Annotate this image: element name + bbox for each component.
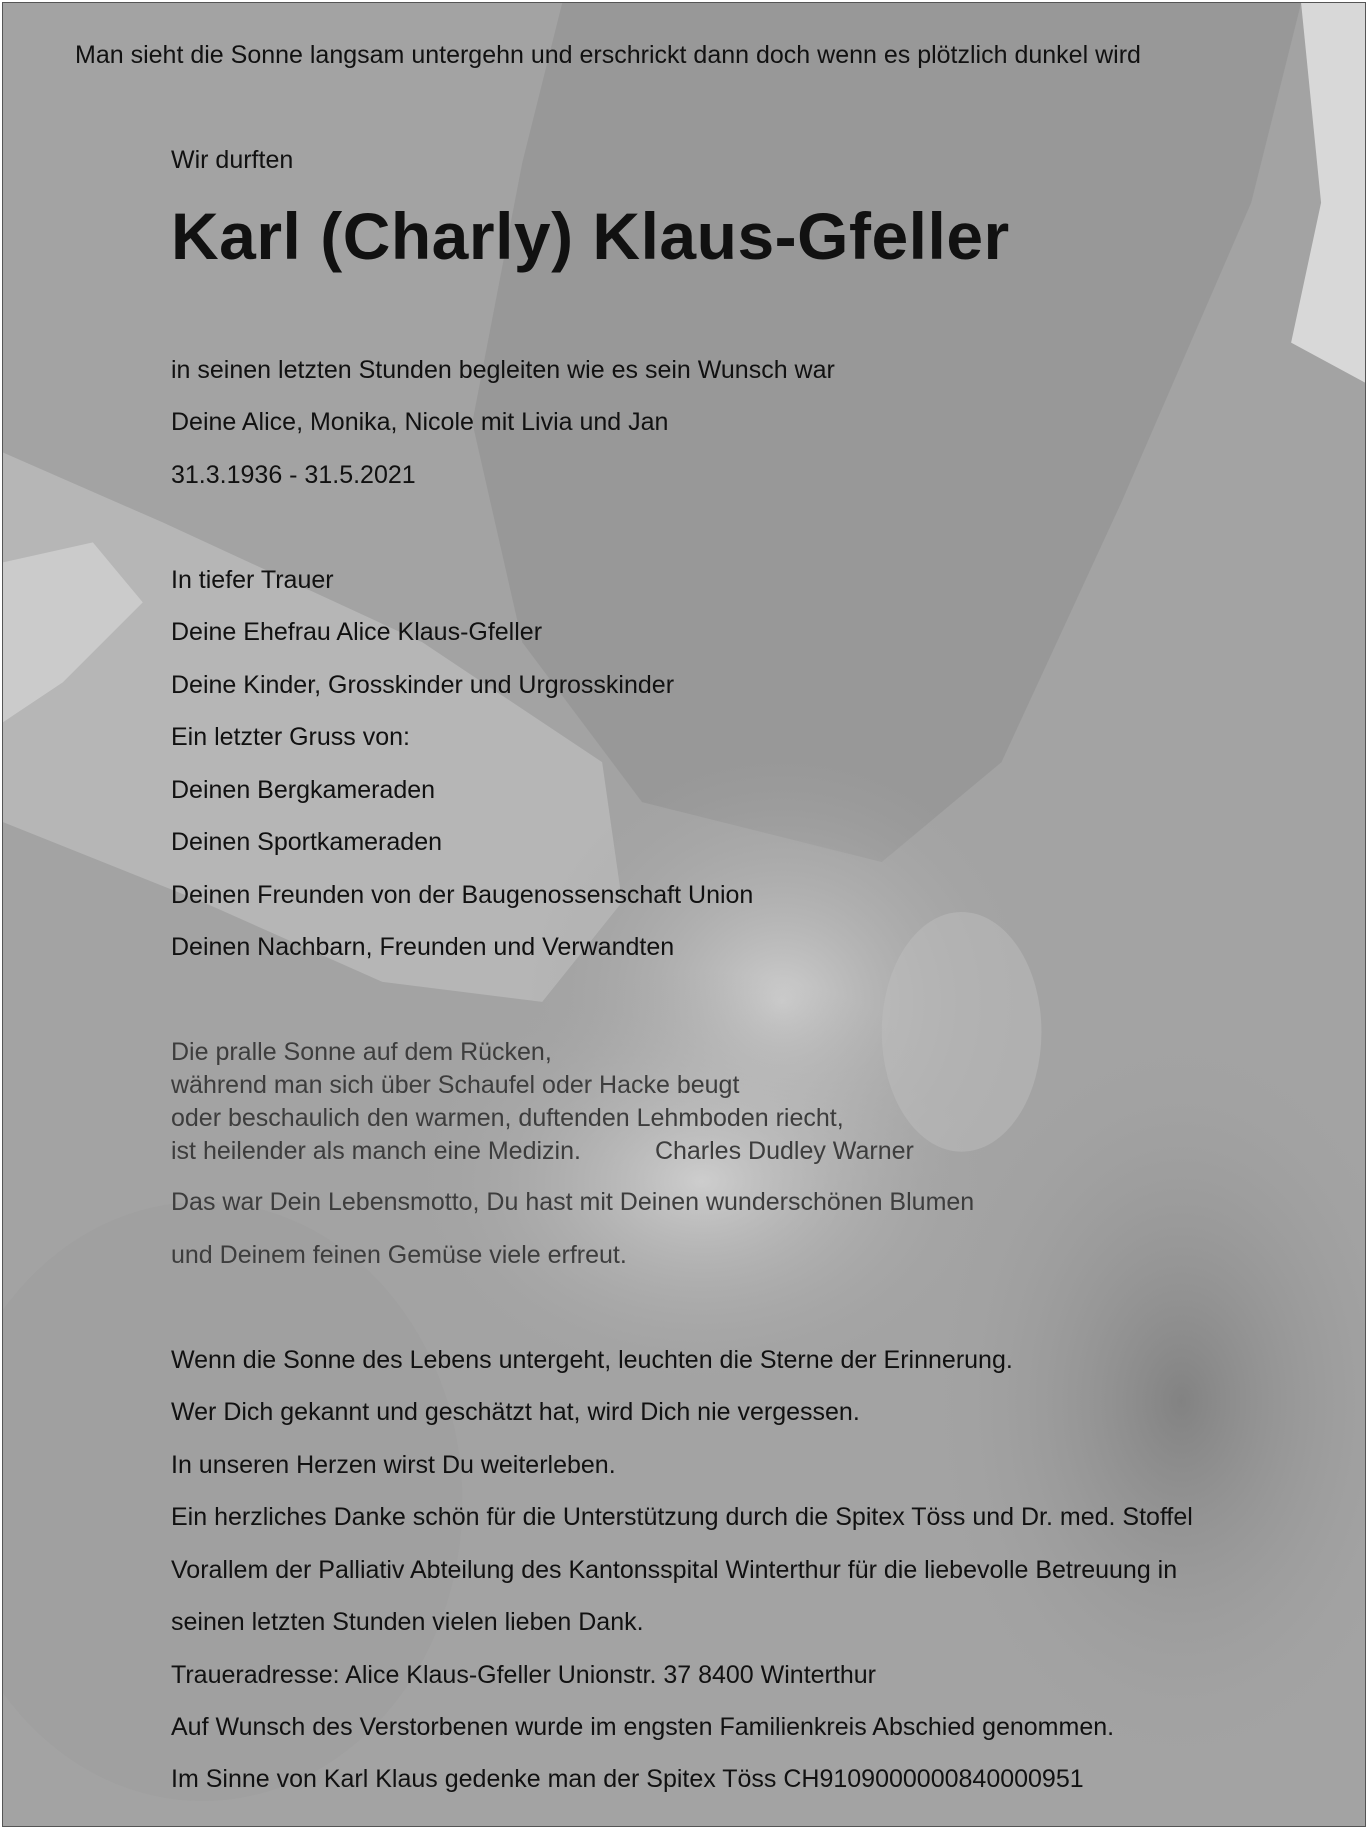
mourner-line: Deine Ehefrau Alice Klaus-Gfeller <box>171 618 543 646</box>
accompany-line: Deine Alice, Monika, Nicole mit Livia und Jan <box>171 408 669 436</box>
motto-line: Man sieht die Sonne langsam untergehn und erschrickt dann doch wenn es plötzlich dunkel wird <box>75 41 1141 69</box>
closing-line: seinen letzten Stunden vielen lieben Dank. <box>171 1608 644 1636</box>
accompany-line: in seinen letzten Stunden begleiten wie es sein Wunsch war <box>171 356 835 384</box>
mourner-line: In tiefer Trauer <box>171 566 334 594</box>
donation-line: Im Sinne von Karl Klaus gedenke man der Spitex Töss CH9109000000840000951 <box>171 1765 1084 1793</box>
closing-line: In unseren Herzen wirst Du weiterleben. <box>171 1451 616 1479</box>
life-motto-line: und Deinem feinen Gemüse viele erfreut. <box>171 1241 627 1269</box>
poem-line: Die pralle Sonne auf dem Rücken, <box>171 1038 552 1066</box>
life-dates: 31.3.1936 - 31.5.2021 <box>171 461 416 489</box>
closing-line: Vorallem der Palliativ Abteilung des Kantonsspital Winterthur für die liebevolle Betreuung in <box>171 1556 1178 1584</box>
mourner-line: Deinen Freunden von der Baugenossenschaft Union <box>171 881 754 909</box>
mourner-line: Deinen Sportkameraden <box>171 828 442 856</box>
poem-quote <box>171 1036 914 1168</box>
poem-line: ist heilender als manch eine Medizin. <box>171 1137 581 1165</box>
mourner-line: Deinen Nachbarn, Freunden und Verwandten <box>171 933 675 961</box>
mourner-line: Ein letzter Gruss von: <box>171 723 410 751</box>
closing-line: Wenn die Sonne des Lebens untergeht, leuchten die Sterne der Erinnerung. <box>171 1346 1013 1374</box>
closing-line: Auf Wunsch des Verstorbenen wurde im engsten Familienkreis Abschied genommen. <box>171 1713 1115 1741</box>
obituary-card <box>2 2 1366 1827</box>
closing-line: Ein herzliches Danke schön für die Unterstützung durch die Spitex Töss und Dr. med. Stoffel <box>171 1503 1193 1531</box>
poem-last-line <box>171 1135 914 1168</box>
holding-hands-photo <box>3 3 1365 1826</box>
deceased-name: Karl (Charly) Klaus-Gfeller <box>171 199 1010 273</box>
mourner-line: Deinen Bergkameraden <box>171 776 436 804</box>
closing-line: Wer Dich gekannt und geschätzt hat, wird Dich nie vergessen. <box>171 1398 860 1426</box>
intro-text: Wir durften <box>171 146 294 174</box>
life-motto-line: Das war Dein Lebensmotto, Du hast mit Deinen wunderschönen Blumen <box>171 1188 975 1216</box>
mourner-line: Deine Kinder, Grosskinder und Urgrosskinder <box>171 671 675 699</box>
mourning-address: Traueradresse: Alice Klaus-Gfeller Unionstr. 37 8400 Winterthur <box>171 1661 876 1689</box>
poem-author: Charles Dudley Warner <box>654 1137 914 1165</box>
poem-line: oder beschaulich den warmen, duftenden Lehmboden riecht, <box>171 1104 844 1132</box>
poem-line: während man sich über Schaufel oder Hacke beugt <box>171 1071 740 1099</box>
